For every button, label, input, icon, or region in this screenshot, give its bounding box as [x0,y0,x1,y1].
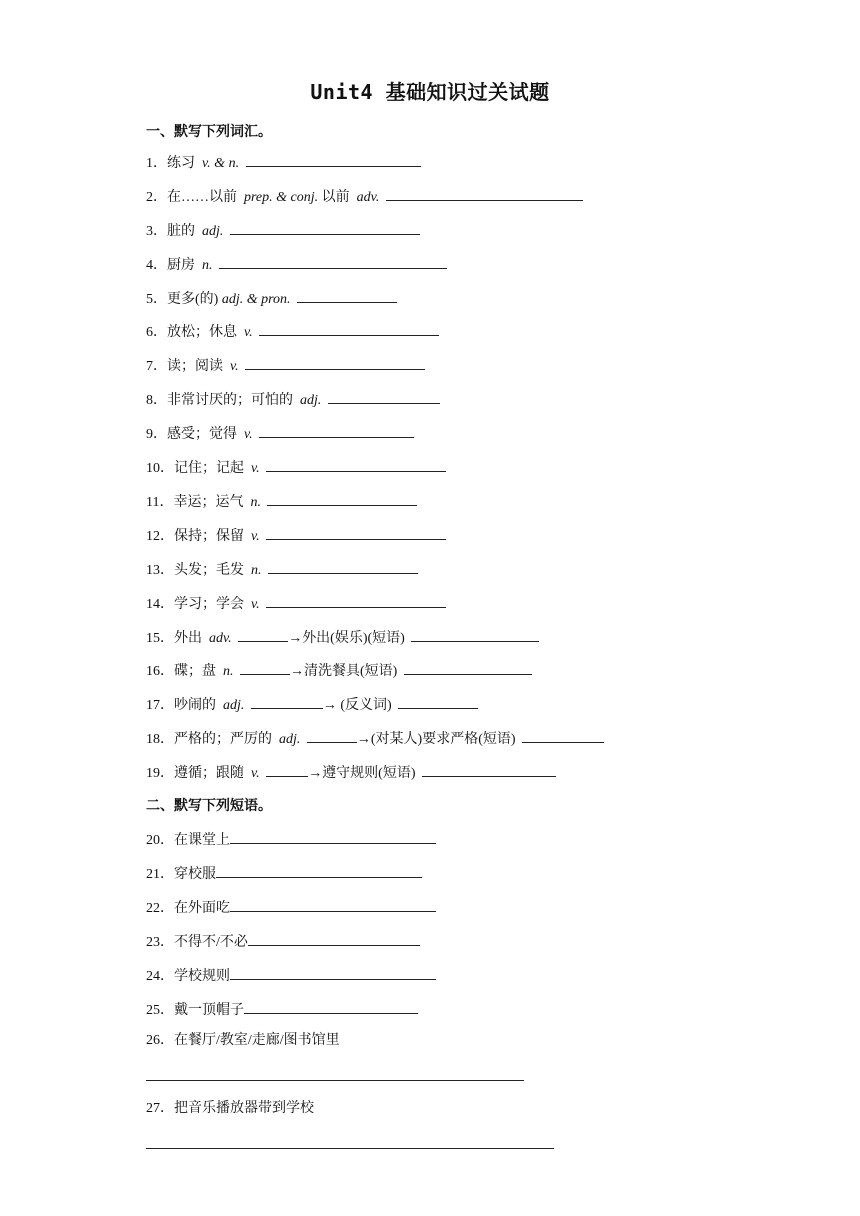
item-chinese: 厨房 [167,258,195,273]
answer-blank[interactable] [230,965,436,980]
answer-blank[interactable] [230,220,420,235]
item-number: 5． [146,292,167,307]
answer-blank-1[interactable] [238,627,288,642]
item-chinese: 穿校服 [174,867,216,882]
phrase-item-20 [146,829,436,850]
item-chinese: 戴一顶帽子 [174,1003,244,1018]
answer-blank-2[interactable] [404,660,532,675]
answer-blank-2[interactable] [522,728,604,743]
item-chinese: 在外面吃 [174,901,230,916]
item-pos: v. [244,325,253,340]
item-number: 7． [146,359,167,374]
item-pos: adj. & pron. [221,292,291,307]
item-number: 22． [146,901,174,916]
vocab-item-10 [146,457,446,478]
answer-blank[interactable] [267,491,417,506]
answer-blank[interactable] [248,931,420,946]
phrase-item-25 [146,999,418,1020]
vocab-item-13 [146,559,418,580]
item-pos: n. [251,563,262,578]
item-chinese: 不得不/不必 [174,935,248,950]
item-chinese: 放松；休息 [167,325,237,340]
answer-blank-1[interactable] [307,728,357,743]
item-pos-2: adv. [356,190,380,205]
item-chinese: 把音乐播放器带到学校 [174,1101,314,1116]
answer-line-27[interactable] [146,1148,554,1149]
item-number: 25． [146,1003,174,1018]
answer-blank[interactable] [259,321,439,336]
vocab-item-7 [146,355,425,376]
phrase-item-23 [146,931,420,952]
item-derived-prompt: →(对某人)要求严格(短语) [356,732,516,747]
item-chinese: 在……以前 [167,190,237,205]
answer-blank[interactable] [328,389,440,404]
item-number: 12． [146,529,174,544]
item-chinese: 在课堂上 [174,833,230,848]
answer-blank-2[interactable] [422,762,556,777]
answer-blank[interactable] [386,186,583,201]
item-chinese: 外出 [174,631,202,646]
item-number: 10． [146,461,174,476]
item-number: 16． [146,664,174,679]
item-pos: v. [230,359,239,374]
item-derived-prompt: →遵守规则(短语) [308,766,416,781]
item-chinese: 更多(的) [167,292,219,307]
item-number: 24． [146,969,174,984]
item-chinese: 遵循；跟随 [174,766,244,781]
answer-blank[interactable] [245,355,425,370]
item-number: 6． [146,325,167,340]
item-number: 19． [146,766,174,781]
item-pos: adj. [202,224,224,239]
vocab-item-17 [146,694,478,715]
phrase-item-26 [146,1032,340,1050]
phrase-item-24 [146,965,436,986]
item-derived-prompt: → (反义词) [322,698,392,713]
item-pos: v. [251,766,260,781]
vocab-item-4 [146,254,447,275]
vocab-item-11 [146,491,417,512]
answer-blank-2[interactable] [411,627,539,642]
item-pos: prep. & conj. [244,190,319,205]
vocab-item-8 [146,389,440,410]
vocab-item-2 [146,186,583,207]
answer-blank[interactable] [246,152,421,167]
vocab-item-5 [146,288,397,309]
item-number: 11． [146,495,174,510]
item-chinese: 严格的；严厉的 [174,732,272,747]
item-pos: n. [250,495,261,510]
answer-blank[interactable] [266,525,446,540]
section-heading-phrases: 二、默写下列短语。 [146,798,272,814]
answer-line-26[interactable] [146,1080,524,1081]
phrase-item-21 [146,863,422,884]
item-chinese: 在餐厅/教室/走廊/图书馆里 [174,1033,340,1048]
item-number: 18． [146,732,174,747]
phrase-item-27 [146,1100,314,1118]
item-pos: v. & n. [202,156,240,171]
item-pos: adj. [300,393,322,408]
item-chinese: 读；阅读 [167,359,223,374]
page-title: Unit4 基础知识过关试题 [310,80,550,104]
item-number: 8． [146,393,167,408]
answer-blank[interactable] [244,999,418,1014]
answer-blank[interactable] [230,897,436,912]
item-number: 21． [146,867,174,882]
item-number: 20． [146,833,174,848]
answer-blank[interactable] [266,457,446,472]
answer-blank[interactable] [266,593,446,608]
item-number: 1． [146,156,167,171]
item-chinese: 吵闹的 [174,698,216,713]
item-chinese: 感受；觉得 [167,427,237,442]
item-pos: n. [202,258,213,273]
answer-blank-2[interactable] [398,694,478,709]
item-pos: adj. [279,732,301,747]
item-pos: adv. [209,631,232,646]
item-chinese: 头发；毛发 [174,563,244,578]
item-number: 4． [146,258,167,273]
vocab-item-16 [146,660,532,681]
section-heading-vocab: 一、默写下列词汇。 [146,124,272,140]
answer-blank[interactable] [216,863,422,878]
item-chinese-2: 以前 [321,190,350,205]
item-number: 26． [146,1033,174,1048]
item-derived-prompt: →清洗餐具(短语) [290,664,398,679]
item-derived-prompt: →外出(娱乐)(短语) [288,631,405,646]
item-number: 27． [146,1101,174,1116]
vocab-item-1 [146,152,421,173]
item-chinese: 非常讨厌的；可怕的 [167,393,293,408]
vocab-item-9 [146,423,414,444]
answer-blank-1[interactable] [240,660,290,675]
vocab-item-6 [146,321,439,342]
item-chinese: 脏的 [167,224,195,239]
item-number: 17． [146,698,174,713]
phrase-item-22 [146,897,436,918]
item-chinese: 记住；记起 [174,461,244,476]
answer-blank-1[interactable] [266,762,308,777]
answer-blank[interactable] [230,829,436,844]
item-pos: v. [251,597,260,612]
vocab-item-19 [146,762,556,783]
answer-blank[interactable] [219,254,447,269]
vocab-item-15 [146,627,539,648]
item-chinese: 碟；盘 [174,664,216,679]
vocab-item-18 [146,728,604,749]
vocab-item-14 [146,593,446,614]
item-chinese: 幸运；运气 [173,495,244,510]
item-pos: n. [223,664,234,679]
answer-blank[interactable] [268,559,418,574]
item-pos: adj. [223,698,245,713]
item-chinese: 练习 [167,156,195,171]
item-number: 13． [146,563,174,578]
item-chinese: 学习；学会 [174,597,244,612]
item-number: 15． [146,631,174,646]
item-number: 23． [146,935,174,950]
vocab-item-3 [146,220,420,241]
item-number: 9． [146,427,167,442]
answer-blank-1[interactable] [251,694,323,709]
vocab-item-12 [146,525,446,546]
answer-blank[interactable] [259,423,414,438]
answer-blank[interactable] [297,288,397,303]
item-number: 2． [146,190,167,205]
item-chinese: 学校规则 [174,969,230,984]
item-pos: v. [244,427,253,442]
item-pos: v. [251,529,260,544]
item-number: 3． [146,224,167,239]
item-number: 14． [146,597,174,612]
item-pos: v. [251,461,260,476]
item-chinese: 保持；保留 [174,529,244,544]
